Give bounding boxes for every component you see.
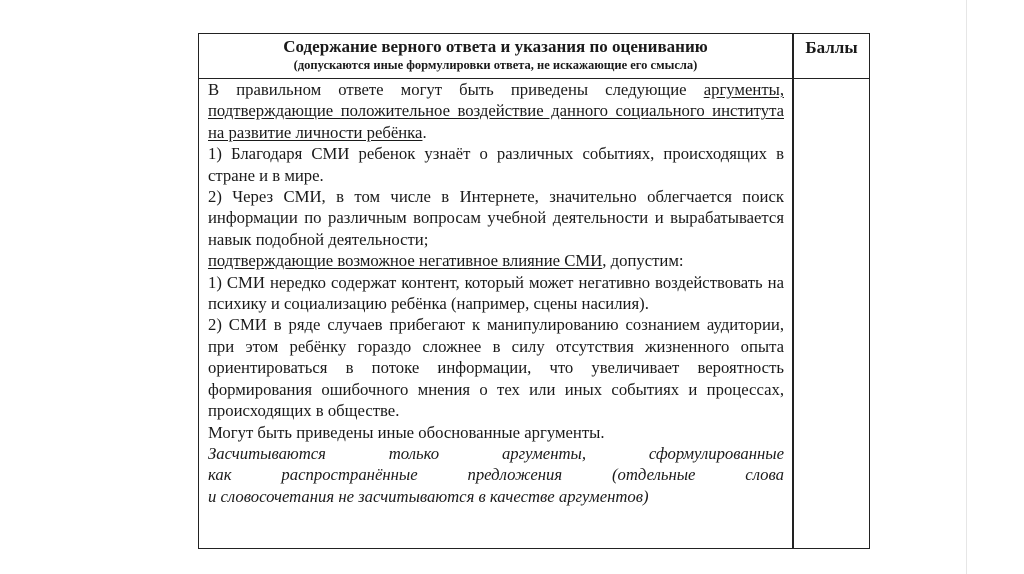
grading-table [198, 33, 870, 549]
scoring-note [208, 443, 784, 507]
scoring-note-line: как распространённые предложения (отдельные слова [208, 465, 784, 485]
slide-edge-line [966, 0, 967, 574]
negative-argument-1: 1) СМИ нередко содержат контент, который может негативно воздействовать на психику и социализацию ребёнка (например, сцены насилия). [208, 272, 784, 314]
header-content-cell [199, 36, 792, 74]
column-divider [792, 34, 794, 548]
intro-paragraph [208, 79, 784, 143]
positive-argument-2: 2) Через СМИ, в том числе в Интернете, значительно облегчается поиск информации по различным вопросам учебной деятельности и вырабатывается навык подобной деятельности; [208, 187, 784, 249]
negative-argument-2: 2) СМИ в ряде случаев прибегают к манипулированию сознанием аудитории, при этом ребёнку гораздо сложнее в силу отсутствия жизненного опыта ориентироваться в потоке информации, что увеличивает вероятность формирования ошибочного мнения о тех или иных событиях и процессах, происходящих в обществе. [208, 315, 784, 421]
scoring-note-line: Засчитываются только аргументы, сформулированные [208, 443, 784, 463]
header-score-cell: Баллы [805, 38, 858, 57]
positive-argument-1: 1) Благодаря СМИ ребенок узнаёт о различных событиях, происходящих в стране и в мире. [208, 144, 784, 185]
intro-prefix: В правильном ответе могут быть приведены следующие [208, 80, 704, 99]
negative-heading [208, 250, 784, 271]
negative-heading-suffix: , допустим: [602, 251, 684, 271]
intro-underlined-arguments: аргументы, [703, 80, 784, 99]
table-header-row [199, 34, 869, 79]
answer-content-cell [208, 79, 784, 507]
other-arguments-line: Могут быть приведены иные обоснованные аргументы. [208, 422, 605, 442]
intro-suffix: . [422, 122, 427, 142]
scoring-note-line: и словосочетания не засчитываются в качестве аргументов) [208, 486, 649, 506]
negative-heading-underlined: подтверждающие возможное негативное влияние СМИ [208, 251, 603, 271]
header-subtitle: (допускаются иные формулировки ответа, не искажающие его смысла) [293, 58, 698, 72]
header-title: Содержание верного ответа и указания по оцениванию [283, 37, 708, 56]
intro-underlined-positive: подтверждающие положительное воздействие данного социального института на развитие личности ребёнка [208, 101, 784, 142]
